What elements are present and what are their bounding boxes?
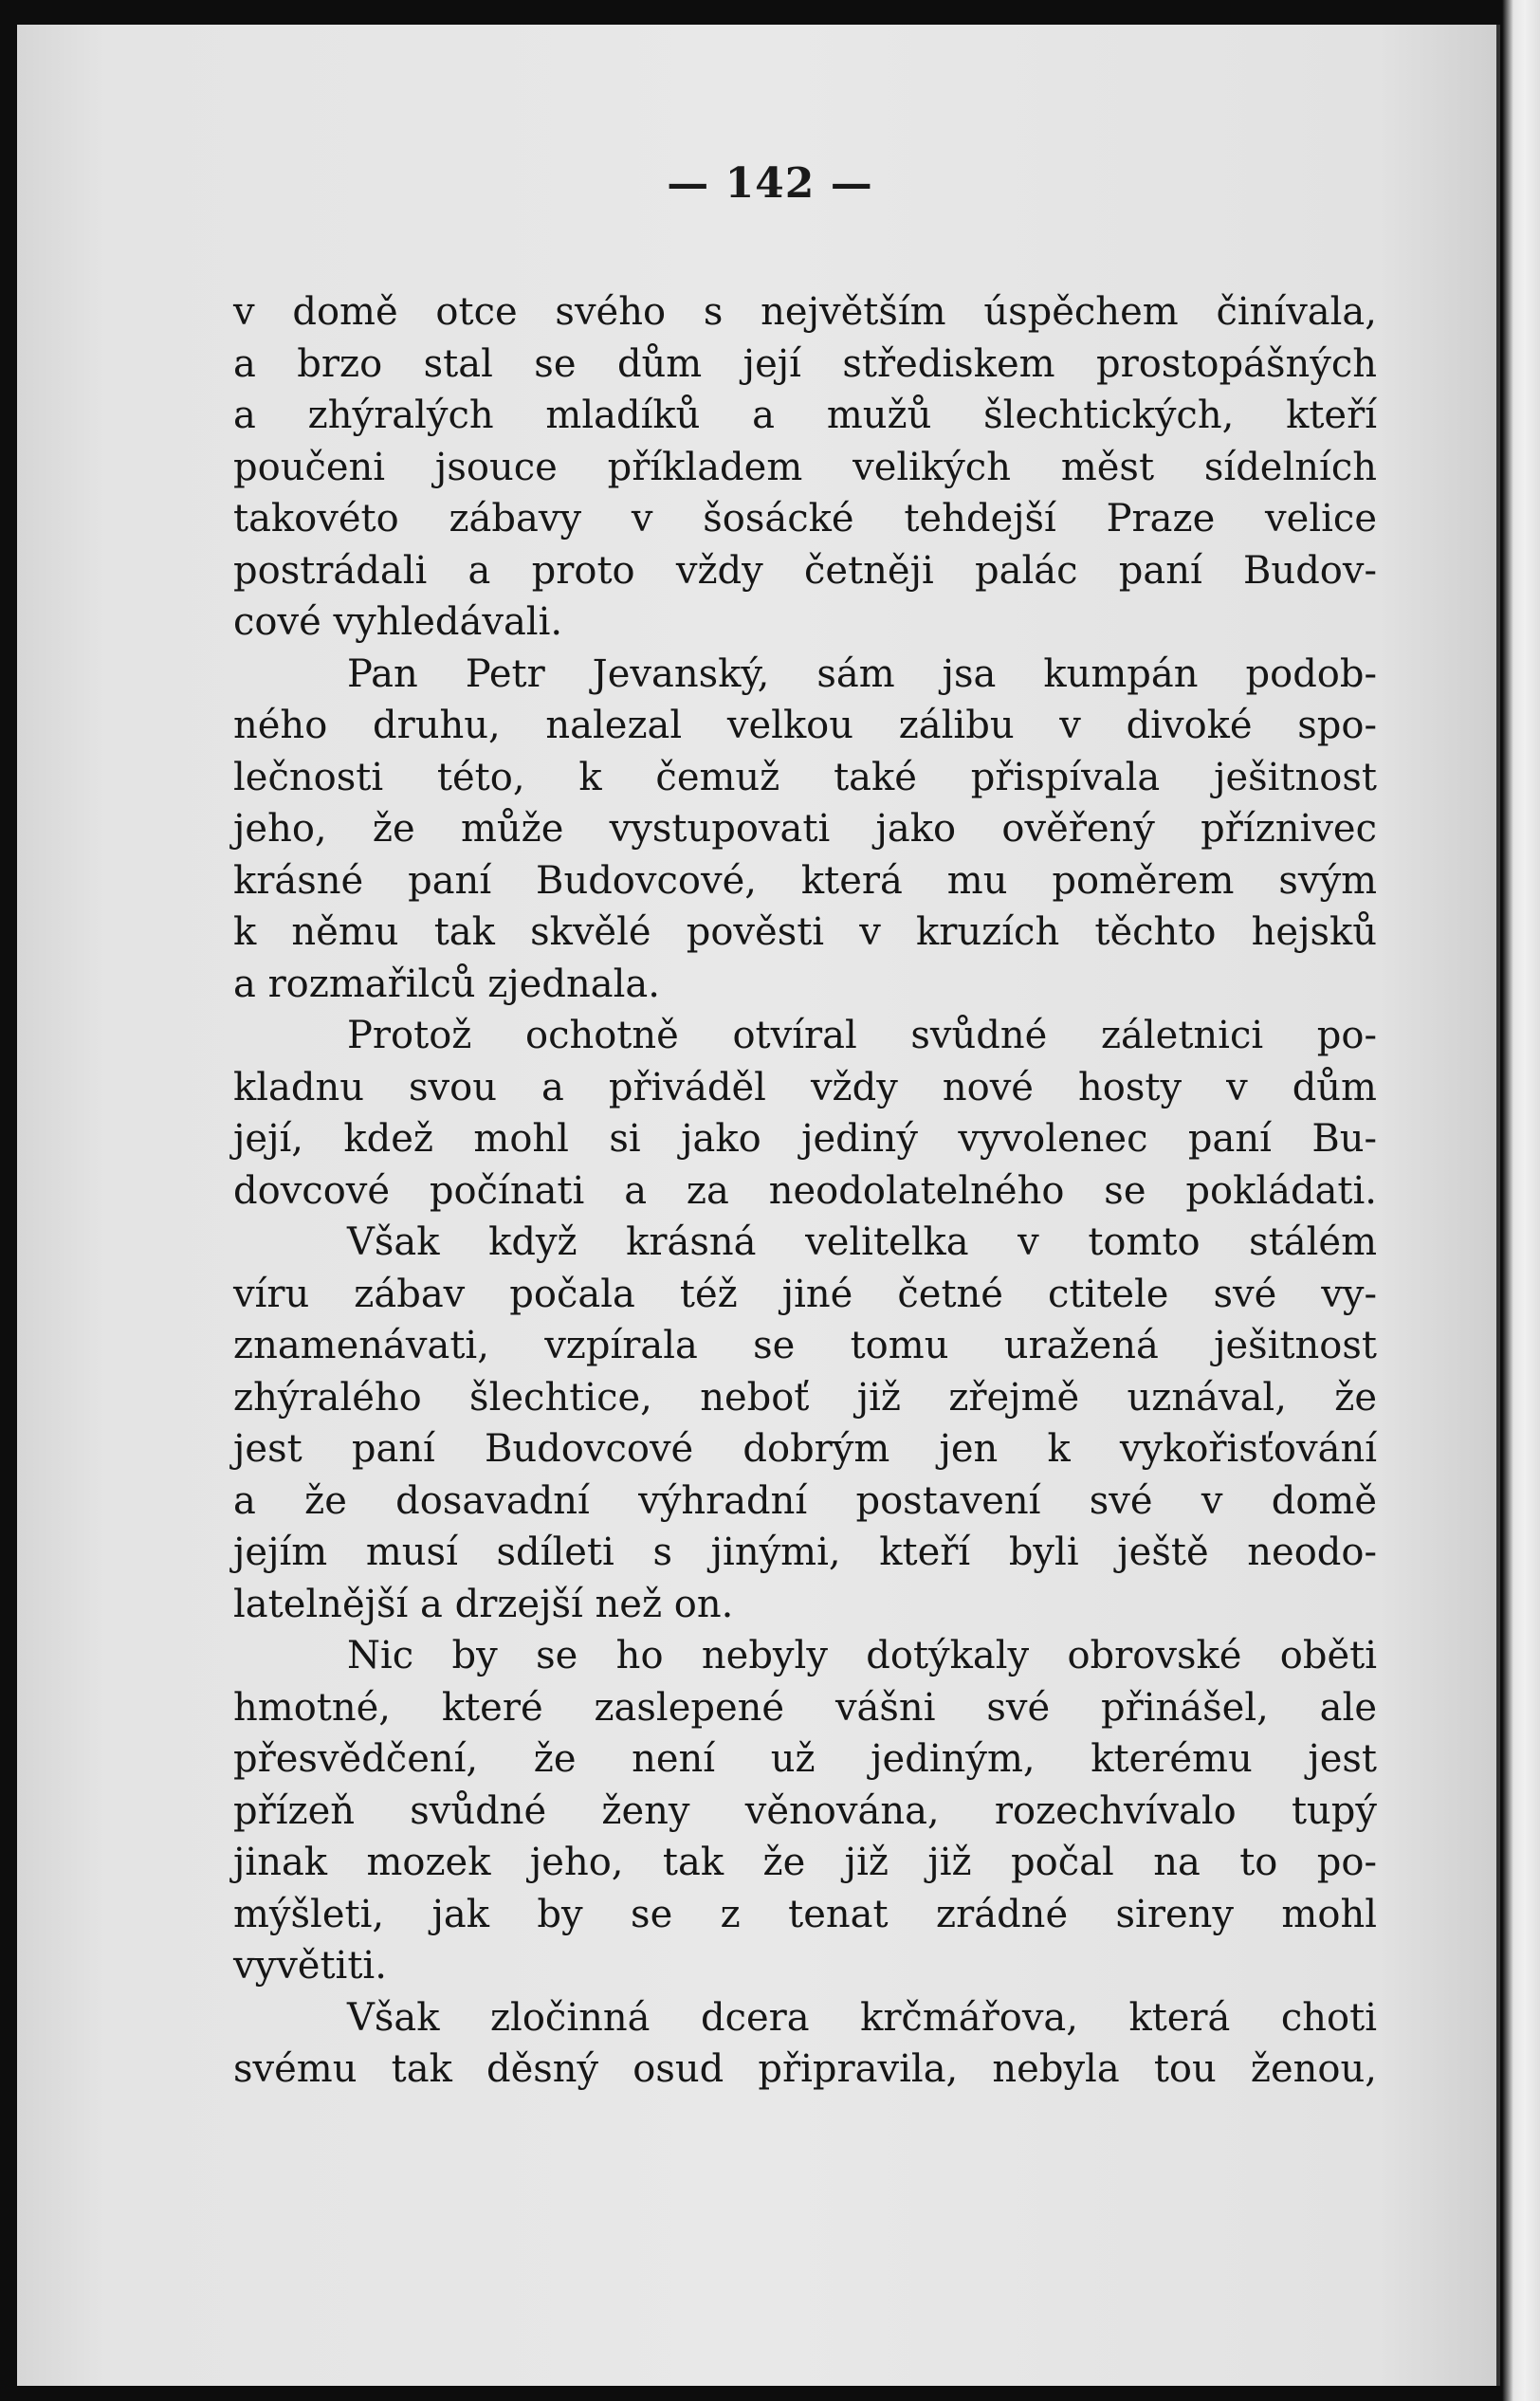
text-line: krásné paní Budovcové, která mu poměrem svým	[233, 858, 1377, 903]
text-line: ného druhu, nalezal velkou zálibu v divoké spo-	[233, 704, 1377, 747]
text-line: v domě otce svého s největším úspěchem činívala,	[233, 290, 1377, 334]
text-line: svému tak děsný osud připravila, nebyla tou ženou,	[233, 2047, 1377, 2091]
text-line: latelnější a drzejší než on.	[233, 1582, 734, 1626]
text-line: víru zábav počala též jiné četné ctitele své vy-	[233, 1272, 1377, 1316]
text-line: Nic by se ho nebyly dotýkaly obrovské oběti	[347, 1634, 1377, 1677]
text-line: poučeni jsouce příkladem velikých měst sídelních	[233, 445, 1377, 489]
text-line: přesvědčení, že není už jediným, kterému jest	[233, 1737, 1377, 1781]
text-line: její, kdež mohl si jako jediný vyvolenec paní Bu-	[233, 1117, 1377, 1161]
text-line: Pan Petr Jevanský, sám jsa kumpán podob-	[347, 651, 1377, 696]
text-line: jest paní Budovcové dobrým jen k vykořisťování	[233, 1427, 1377, 1471]
text-line: Však zločinná dcera krčmářova, která choti	[347, 1995, 1377, 2040]
text-line: Protož ochotně otvíral svůdné záletnici po-	[347, 1014, 1377, 1057]
text-line: zhýralého šlechtice, neboť již zřejmě uznával, že	[233, 1375, 1377, 1420]
text-line: a že dosavadní výhradní postavení své v domě	[233, 1478, 1377, 1523]
text-line: jinak mozek jeho, tak že již již počal na to po-	[233, 1841, 1377, 1884]
text-line: cové vyhledávali.	[233, 600, 563, 644]
text-line: jejím musí sdíleti s jinými, kteří byli ještě neodo-	[233, 1530, 1377, 1574]
text-line: k němu tak skvělé pověsti v kruzích těchto hejsků	[233, 910, 1377, 954]
text-line: jeho, že může vystupovati jako ověřený příznivec	[233, 807, 1377, 851]
text-line: hmotné, které zaslepené vášni své přinášel, ale	[233, 1685, 1377, 1730]
text-line: mýšleti, jak by se z tenat zrádné sireny mohl	[233, 1892, 1377, 1936]
text-line: a zhýralých mladíků a mužů šlechtických, kteří	[233, 394, 1377, 437]
text-line: dovcové počínati a za neodolatelného se pokládati.	[233, 1168, 1377, 1213]
text-line: kladnu svou a přiváděl vždy nové hosty v dům	[233, 1065, 1377, 1109]
text-line: znamenávati, vzpírala se tomu uražená ješitnost	[233, 1324, 1377, 1367]
text-line: vyvětiti.	[233, 1944, 387, 1988]
facing-page-edge	[1502, 0, 1540, 2401]
text-line: Však když krásná velitelka v tomto stálém	[347, 1220, 1377, 1264]
text-line: a brzo stal se dům její střediskem prostopášných	[233, 341, 1377, 386]
text-line: přízeň svůdné ženy věnována, rozechvívalo tupý	[233, 1788, 1377, 1833]
text-line: postrádali a proto vždy četněji palác paní Budov-	[233, 548, 1377, 593]
text-line: a rozmařilců zjednala.	[233, 962, 660, 1006]
page-number: — 142 —	[667, 159, 873, 208]
text-line: takovéto zábavy v šosácké tehdejší Praze velice	[233, 497, 1377, 541]
body-text	[233, 286, 1377, 2096]
text-line: lečnosti této, k čemuž také přispívala ješitnost	[233, 755, 1377, 799]
